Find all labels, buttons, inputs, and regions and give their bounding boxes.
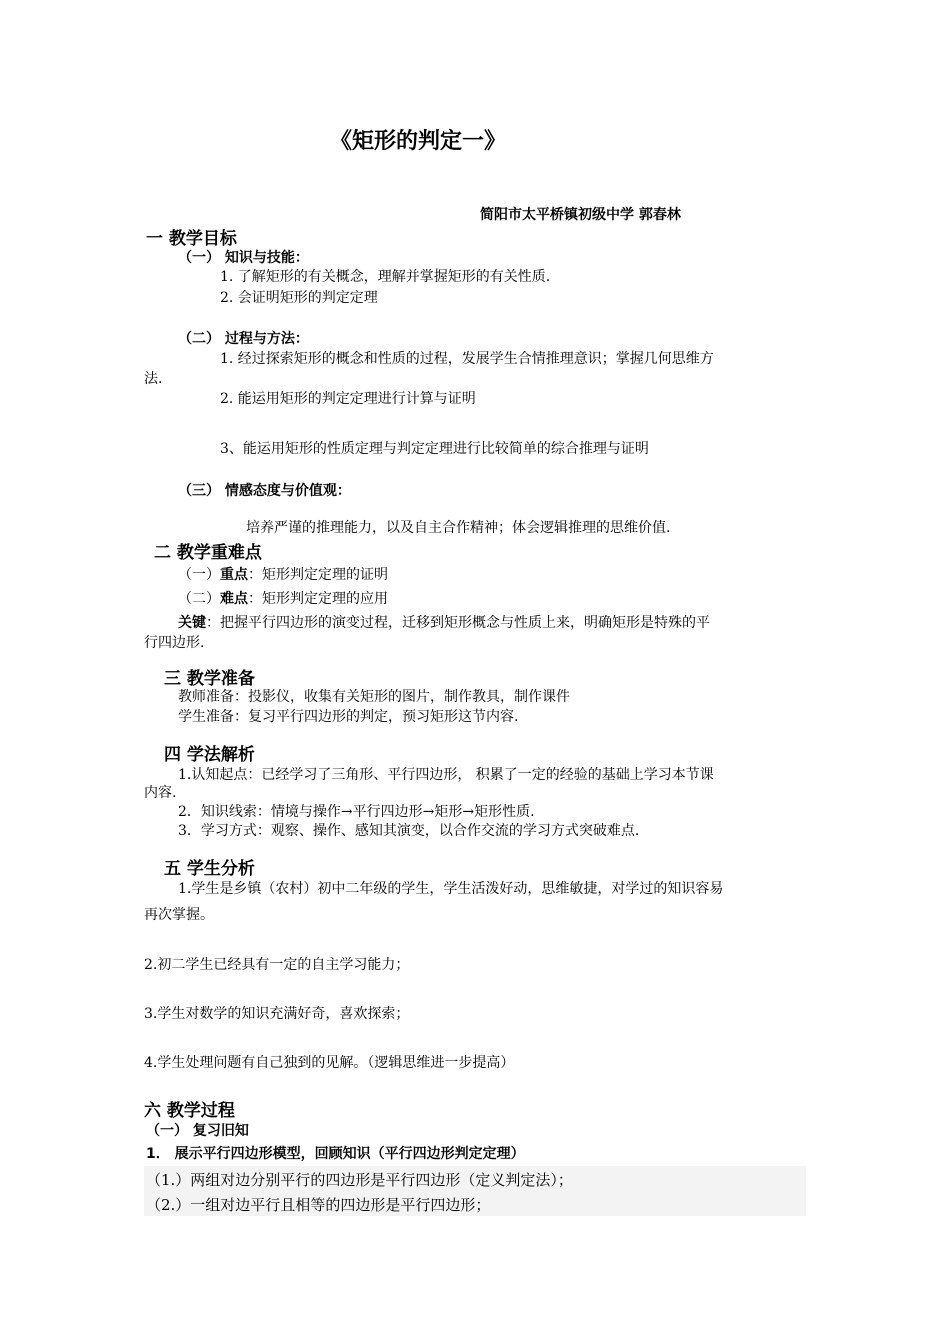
section-5-item1: 1.学生是乡镇（农村）初中二年级的学生，学生活泼好动，思维敏捷，对学过的知识容易 xyxy=(178,881,724,897)
section-4-heading: 四 学法解析 xyxy=(164,745,255,765)
difficulty-line xyxy=(178,588,388,608)
theorem-rule-1: （1.）两组对边分别平行的四边形是平行四边形（定义判定法）； xyxy=(146,1171,573,1189)
section-6-sub1: （一） 复习旧知 xyxy=(146,1123,249,1139)
section-4-item3: 3．学习方式：观察、操作、感知其演变，以合作交流的学习方式突破难点. xyxy=(178,823,640,839)
section-1-sub3-text: 培养严谨的推理能力，以及自主合作精神；体会逻辑推理的思维价值. xyxy=(246,520,671,536)
section-1-heading: 一 教学目标 xyxy=(146,229,237,249)
section-1-sub2-item1: 1. 经过探索矩形的概念和性质的过程，发展学生合情推理意识；掌握几何思维方 xyxy=(220,351,714,367)
crux-label: 关键 xyxy=(178,615,206,631)
key-point-prefix: （一） xyxy=(178,567,220,583)
difficulty-label: 难点 xyxy=(220,591,248,607)
section-1-sub3: （三） 情感态度与价值观： xyxy=(178,483,351,499)
section-1-sub1-item1: 1. 了解矩形的有关概念，理解并掌握矩形的有关性质. xyxy=(220,269,551,285)
key-point-text: ：矩形判定定理的证明 xyxy=(248,567,388,583)
section-4-item1: 1.认知起点：已经学习了三角形、平行四边形， 积累了一定的经验的基础上学习本节课 xyxy=(178,767,714,783)
author-line: 简阳市太平桥镇初级中学 郭春林 xyxy=(480,207,681,223)
key-point-label: 重点 xyxy=(220,567,248,583)
section-5-item3: 3.学生对数学的知识充满好奇，喜欢探索； xyxy=(144,1006,410,1022)
section-6-step1: 1． 展示平行四边形模型，回顾知识（平行四边形判定定理） xyxy=(146,1146,525,1162)
section-5-item4: 4.学生处理问题有自己独到的见解。（逻辑思维进一步提高） xyxy=(144,1055,515,1071)
difficulty-text: ：矩形判定定理的应用 xyxy=(248,591,388,607)
section-2-heading: 二 教学重难点 xyxy=(154,543,262,563)
crux-line-cont: 行四边形. xyxy=(144,635,205,651)
section-1-sub2-item1-cont: 法. xyxy=(144,371,163,387)
section-5-heading: 五 学生分析 xyxy=(164,859,255,879)
section-1-sub2-item2: 2. 能运用矩形的判定定理进行计算与证明 xyxy=(220,391,476,407)
difficulty-prefix: （二） xyxy=(178,591,220,607)
crux-text: ：把握平行四边形的演变过程，迁移到矩形概念与性质上来，明确矩形是特殊的平 xyxy=(206,615,710,631)
section-5-item2: 2.初二学生已经具有一定的自主学习能力； xyxy=(144,957,410,973)
section-1-sub2-item3: 3、能运用矩形的性质定理与判定定理进行比较简单的综合推理与证明 xyxy=(220,441,649,457)
key-point-line xyxy=(178,564,388,584)
section-5-item1-cont: 再次掌握。 xyxy=(144,907,214,923)
section-1-sub2: （二） 过程与方法： xyxy=(178,331,309,347)
teacher-preparation: 教师准备：投影仪，收集有关矩形的图片，制作教具，制作课件 xyxy=(178,689,570,705)
theorem-rule-2: （2.）一组对边平行且相等的四边形是平行四边形； xyxy=(146,1196,491,1214)
section-4-item1-cont: 内容. xyxy=(144,785,177,801)
document-title: 《矩形的判定一》 xyxy=(330,128,507,154)
section-6-heading: 六 教学过程 xyxy=(144,1101,235,1121)
student-preparation: 学生准备：复习平行四边形的判定，预习矩形这节内容. xyxy=(178,709,519,725)
section-1-sub1-item2: 2. 会证明矩形的判定定理 xyxy=(220,290,378,306)
crux-line xyxy=(178,612,710,632)
section-4-item2: 2．知识线索：情境与操作→平行四边形→矩形→矩形性质. xyxy=(178,804,535,820)
section-3-heading: 三 教学准备 xyxy=(164,669,255,689)
section-1-sub1: （一） 知识与技能： xyxy=(178,250,309,266)
